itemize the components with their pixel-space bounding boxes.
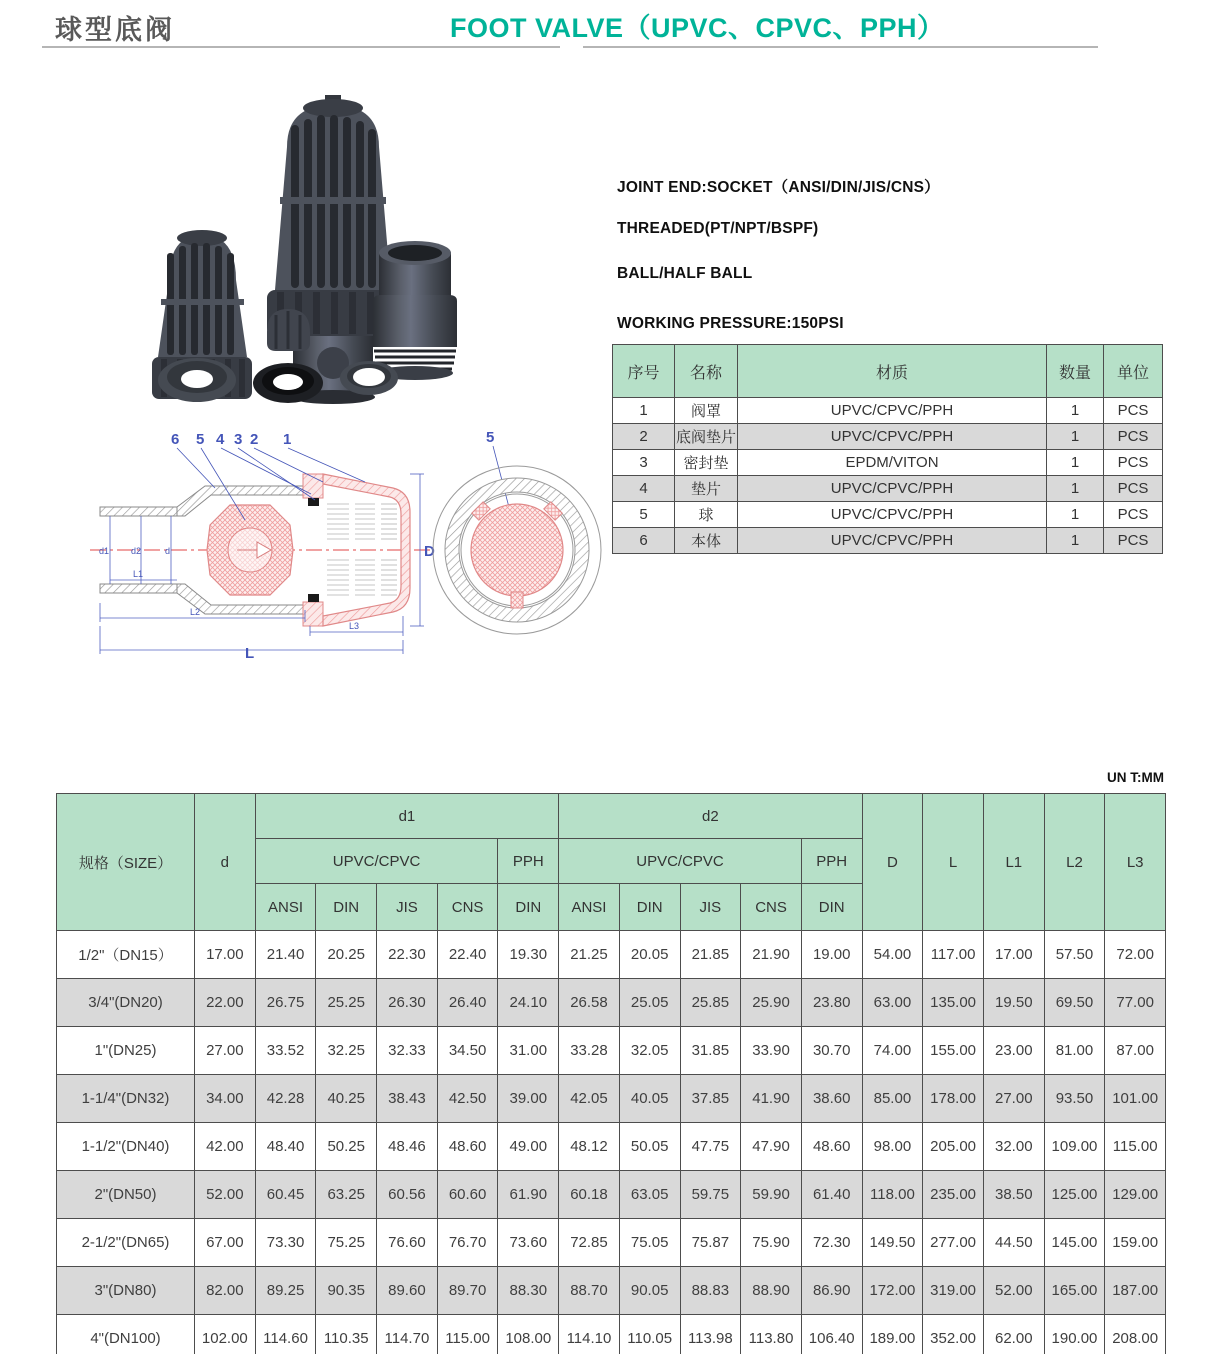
cell: 90.05 (619, 1267, 680, 1315)
cell: 2"(DN50) (57, 1171, 195, 1219)
dim-table-body (57, 931, 1166, 1354)
dim-table-row (57, 1315, 1166, 1354)
cell: 49.00 (498, 1123, 559, 1171)
dim-header-L: L (923, 794, 984, 931)
cell: 277.00 (923, 1219, 984, 1267)
dim-d: d (165, 546, 171, 556)
cell: 42.05 (559, 1075, 620, 1123)
cell: 21.25 (559, 931, 620, 979)
dim-header-d2-ansi: ANSI (559, 884, 620, 931)
cell: 2-1/2"(DN65) (57, 1219, 195, 1267)
cell: 42.50 (437, 1075, 498, 1123)
cell: 352.00 (923, 1315, 984, 1354)
cell: 3/4"(DN20) (57, 979, 195, 1027)
dim-table-row (57, 1123, 1166, 1171)
cell: 32.25 (316, 1027, 377, 1075)
dim-header-d2-cns: CNS (741, 884, 802, 931)
cell: 1/2"（DN15） (57, 931, 195, 979)
dim-table-row (57, 931, 1166, 979)
cell: PCS (1104, 476, 1163, 502)
dimensions-table (56, 793, 1166, 1354)
cell: 22.00 (195, 979, 256, 1027)
end-view (433, 466, 601, 634)
cell: 本体 (675, 528, 738, 554)
cell: 48.60 (437, 1123, 498, 1171)
dim-header-d2-upvc: UPVC/CPVC (559, 839, 802, 884)
end-view-callout-5: 5 (486, 429, 495, 446)
cell: 33.52 (255, 1027, 316, 1075)
cell: 62.00 (983, 1315, 1044, 1354)
cell: PCS (1104, 424, 1163, 450)
cell: 1 (1047, 502, 1104, 528)
cell: 38.60 (801, 1075, 862, 1123)
dim-header-d2-pph: PPH (801, 839, 862, 884)
cell: 38.50 (983, 1171, 1044, 1219)
cell: 19.00 (801, 931, 862, 979)
dim-header-d1-jis: JIS (377, 884, 438, 931)
cell: 39.00 (498, 1075, 559, 1123)
ball-section (207, 505, 293, 595)
cell: 109.00 (1044, 1123, 1105, 1171)
cell: 32.05 (619, 1027, 680, 1075)
parts-table-row (613, 476, 1163, 502)
cell: 114.60 (255, 1315, 316, 1354)
cell: 77.00 (1105, 979, 1166, 1027)
callout-1: 1 (283, 431, 292, 448)
dim-header-L1: L1 (983, 794, 1044, 931)
cell: 21.90 (741, 931, 802, 979)
cell: 187.00 (1105, 1267, 1166, 1315)
cell: 34.50 (437, 1027, 498, 1075)
cell: 26.58 (559, 979, 620, 1027)
cell: 235.00 (923, 1171, 984, 1219)
dim-header-row-1 (57, 794, 1166, 839)
cage-screen (327, 504, 397, 595)
cell: 42.28 (255, 1075, 316, 1123)
parts-table-row (613, 398, 1163, 424)
dim-table-row (57, 1219, 1166, 1267)
dim-table-row (57, 1267, 1166, 1315)
dim-header-D: D (862, 794, 923, 931)
cell: 1 (1047, 450, 1104, 476)
spec-working-pressure: WORKING PRESSURE:150PSI (617, 315, 844, 332)
parts-header-unit: 单位 (1104, 345, 1163, 398)
title-underline-right (583, 46, 1098, 48)
cell: 60.18 (559, 1171, 620, 1219)
dim-header-d1-upvc: UPVC/CPVC (255, 839, 498, 884)
cell: 27.00 (195, 1027, 256, 1075)
cell: 21.85 (680, 931, 741, 979)
cell: 189.00 (862, 1315, 923, 1354)
cell: 59.75 (680, 1171, 741, 1219)
cell: 88.30 (498, 1267, 559, 1315)
cell: UPVC/CPVC/PPH (738, 398, 1047, 424)
dim-l: L (245, 645, 255, 662)
cell: 1-1/2"(DN40) (57, 1123, 195, 1171)
socket-fitting-photo (373, 241, 457, 380)
spec-joint-end: JOINT END:SOCKET（ANSI/DIN/JIS/CNS） (617, 179, 940, 196)
cell: 3 (613, 450, 675, 476)
cell: 33.28 (559, 1027, 620, 1075)
cell: 74.00 (862, 1027, 923, 1075)
cell: 85.00 (862, 1075, 923, 1123)
cell: 52.00 (983, 1267, 1044, 1315)
cell: 113.98 (680, 1315, 741, 1354)
page-title-en: FOOT VALVE（UPVC、CPVC、PPH） (450, 13, 945, 43)
dim-table-row (57, 1171, 1166, 1219)
cell: 47.75 (680, 1123, 741, 1171)
cell: 21.40 (255, 931, 316, 979)
cell: 89.25 (255, 1267, 316, 1315)
cell: 72.30 (801, 1219, 862, 1267)
cell: UPVC/CPVC/PPH (738, 424, 1047, 450)
cell: 101.00 (1105, 1075, 1166, 1123)
cell: 113.80 (741, 1315, 802, 1354)
cell: 32.33 (377, 1027, 438, 1075)
cell: 34.00 (195, 1075, 256, 1123)
cell: 117.00 (923, 931, 984, 979)
cell: 208.00 (1105, 1315, 1166, 1354)
cell: 24.10 (498, 979, 559, 1027)
cell: 44.50 (983, 1219, 1044, 1267)
cell: 48.46 (377, 1123, 438, 1171)
cell: PCS (1104, 528, 1163, 554)
dim-header-L2: L2 (1044, 794, 1105, 931)
cell: 26.30 (377, 979, 438, 1027)
cell: 86.90 (801, 1267, 862, 1315)
cell: 205.00 (923, 1123, 984, 1171)
cell: 48.12 (559, 1123, 620, 1171)
cell: 102.00 (195, 1315, 256, 1354)
callout-3: 3 (234, 431, 243, 448)
cell: 38.43 (377, 1075, 438, 1123)
cell: 40.05 (619, 1075, 680, 1123)
cell: 115.00 (437, 1315, 498, 1354)
parts-table-body (613, 398, 1163, 554)
cell: 82.00 (195, 1267, 256, 1315)
parts-table-row (613, 424, 1163, 450)
cell: 37.85 (680, 1075, 741, 1123)
unit-note: UN T:MM (1107, 770, 1164, 785)
cell: 1"(DN25) (57, 1027, 195, 1075)
cell: 75.87 (680, 1219, 741, 1267)
spec-threaded: THREADED(PT/NPT/BSPF) (617, 220, 819, 237)
parts-table-row (613, 528, 1163, 554)
cell: 4 (613, 476, 675, 502)
cell: 159.00 (1105, 1219, 1166, 1267)
cell: 阀罩 (675, 398, 738, 424)
cell: 319.00 (923, 1267, 984, 1315)
cell: 93.50 (1044, 1075, 1105, 1123)
cell: 61.90 (498, 1171, 559, 1219)
cell: 75.90 (741, 1219, 802, 1267)
cell: 19.30 (498, 931, 559, 979)
cap-photo (267, 309, 310, 351)
callout-2: 2 (250, 431, 259, 448)
cell: 30.70 (801, 1027, 862, 1075)
cell: 72.85 (559, 1219, 620, 1267)
cell: 17.00 (195, 931, 256, 979)
cell: 114.10 (559, 1315, 620, 1354)
cell: 67.00 (195, 1219, 256, 1267)
parts-header-row (613, 345, 1163, 398)
cell: 87.00 (1105, 1027, 1166, 1075)
parts-header-qty: 数量 (1047, 345, 1104, 398)
cell: EPDM/VITON (738, 450, 1047, 476)
dim-header-d2-jis: JIS (680, 884, 741, 931)
cell: 23.00 (983, 1027, 1044, 1075)
cell: 63.00 (862, 979, 923, 1027)
title-underline-left (42, 46, 560, 48)
dim-header-L3: L3 (1105, 794, 1166, 931)
cell: 25.05 (619, 979, 680, 1027)
parts-table-row (613, 502, 1163, 528)
cell: PCS (1104, 398, 1163, 424)
callout-6: 6 (171, 431, 180, 448)
cell: PCS (1104, 502, 1163, 528)
cell: 57.50 (1044, 931, 1105, 979)
cell: 54.00 (862, 931, 923, 979)
cell: 60.60 (437, 1171, 498, 1219)
cell: 40.25 (316, 1075, 377, 1123)
cell: 61.40 (801, 1171, 862, 1219)
dim-header-d1-cns: CNS (437, 884, 498, 931)
dim-table-row (57, 979, 1166, 1027)
callout-4: 4 (216, 431, 225, 448)
cell: 190.00 (1044, 1315, 1105, 1354)
dim-header-d2-pph-din: DIN (801, 884, 862, 931)
cell: 52.00 (195, 1171, 256, 1219)
cell: 178.00 (923, 1075, 984, 1123)
cell: 27.00 (983, 1075, 1044, 1123)
dim-table-row (57, 1027, 1166, 1075)
callout-5: 5 (196, 431, 205, 448)
cell: 1 (1047, 528, 1104, 554)
cell: 31.85 (680, 1027, 741, 1075)
cell: 3"(DN80) (57, 1267, 195, 1315)
parts-table-row (613, 450, 1163, 476)
parts-header-material: 材质 (738, 345, 1047, 398)
cell: 5 (613, 502, 675, 528)
parts-table (612, 344, 1163, 554)
cell: 73.60 (498, 1219, 559, 1267)
cell: 17.00 (983, 931, 1044, 979)
cell: 1 (1047, 476, 1104, 502)
cell: 垫片 (675, 476, 738, 502)
cell: 81.00 (1044, 1027, 1105, 1075)
dim-header-d1-ansi: ANSI (255, 884, 316, 931)
dim-d1: d1 (99, 546, 110, 556)
cell: 26.75 (255, 979, 316, 1027)
cell: 4"(DN100) (57, 1315, 195, 1354)
technical-drawing (65, 420, 625, 680)
cell: 31.00 (498, 1027, 559, 1075)
cell: 密封垫 (675, 450, 738, 476)
cell: 135.00 (923, 979, 984, 1027)
cell: 47.90 (741, 1123, 802, 1171)
dim-header-d: d (195, 794, 256, 931)
cell: 50.05 (619, 1123, 680, 1171)
cell: 19.50 (983, 979, 1044, 1027)
cell: 26.40 (437, 979, 498, 1027)
cell: 88.70 (559, 1267, 620, 1315)
cell: 75.25 (316, 1219, 377, 1267)
cell: 59.90 (741, 1171, 802, 1219)
cell: 22.30 (377, 931, 438, 979)
cell: 73.30 (255, 1219, 316, 1267)
cell: 76.70 (437, 1219, 498, 1267)
cell: 165.00 (1044, 1267, 1105, 1315)
cell: 1 (613, 398, 675, 424)
cell: 106.40 (801, 1315, 862, 1354)
cell: 1 (1047, 398, 1104, 424)
cell: 115.00 (1105, 1123, 1166, 1171)
cell: 75.05 (619, 1219, 680, 1267)
cell: 6 (613, 528, 675, 554)
cell: 63.25 (316, 1171, 377, 1219)
cell: 球 (675, 502, 738, 528)
cell: 23.80 (801, 979, 862, 1027)
cell: 32.00 (983, 1123, 1044, 1171)
cell: 155.00 (923, 1027, 984, 1075)
cell: 20.25 (316, 931, 377, 979)
dim-header-d1-pph-din: DIN (498, 884, 559, 931)
cell: 22.40 (437, 931, 498, 979)
cell: 72.00 (1105, 931, 1166, 979)
cell: 90.35 (316, 1267, 377, 1315)
cell: 25.25 (316, 979, 377, 1027)
cell: 145.00 (1044, 1219, 1105, 1267)
cell: 69.50 (1044, 979, 1105, 1027)
cell: 60.56 (377, 1171, 438, 1219)
cell: 1-1/4"(DN32) (57, 1075, 195, 1123)
cell: 118.00 (862, 1171, 923, 1219)
cell: 172.00 (862, 1267, 923, 1315)
cell: 129.00 (1105, 1171, 1166, 1219)
cell: 108.00 (498, 1315, 559, 1354)
cell: 125.00 (1044, 1171, 1105, 1219)
cell: UPVC/CPVC/PPH (738, 502, 1047, 528)
dim-header-size: 规格（SIZE） (57, 794, 195, 931)
cell: 33.90 (741, 1027, 802, 1075)
cell: 48.60 (801, 1123, 862, 1171)
dim-header-d2-din: DIN (619, 884, 680, 931)
dim-table-row (57, 1075, 1166, 1123)
cell: 88.90 (741, 1267, 802, 1315)
dim-d2: d2 (131, 546, 142, 556)
cell: 底阀垫片 (675, 424, 738, 450)
page-title-cn: 球型底阀 (55, 15, 175, 45)
cell: 89.70 (437, 1267, 498, 1315)
dim-header-d1-pph: PPH (498, 839, 559, 884)
spec-ball: BALL/HALF BALL (617, 265, 753, 282)
cell: 2 (613, 424, 675, 450)
cell: 25.85 (680, 979, 741, 1027)
dim-l1: L1 (133, 569, 144, 579)
parts-header-no: 序号 (613, 345, 675, 398)
product-photo (95, 85, 585, 420)
cell: PCS (1104, 450, 1163, 476)
dim-header-d2: d2 (559, 794, 862, 839)
cell: 63.05 (619, 1171, 680, 1219)
dim-header-d1: d1 (255, 794, 558, 839)
cell: 25.90 (741, 979, 802, 1027)
cell: 89.60 (377, 1267, 438, 1315)
dim-l2: L2 (190, 607, 201, 617)
cell: UPVC/CPVC/PPH (738, 528, 1047, 554)
cell: 48.40 (255, 1123, 316, 1171)
cell: 50.25 (316, 1123, 377, 1171)
cell: 60.45 (255, 1171, 316, 1219)
parts-header-name: 名称 (675, 345, 738, 398)
cell: 114.70 (377, 1315, 438, 1354)
cell: 110.35 (316, 1315, 377, 1354)
dim-l3: L3 (349, 621, 360, 631)
cell: 20.05 (619, 931, 680, 979)
cell: 76.60 (377, 1219, 438, 1267)
cell: 1 (1047, 424, 1104, 450)
cell: 42.00 (195, 1123, 256, 1171)
cell: 41.90 (741, 1075, 802, 1123)
cell: UPVC/CPVC/PPH (738, 476, 1047, 502)
dim-big-d: D (424, 543, 435, 560)
cell: 88.83 (680, 1267, 741, 1315)
cell: 149.50 (862, 1219, 923, 1267)
dim-header-d1-din: DIN (316, 884, 377, 931)
cell: 110.05 (619, 1315, 680, 1354)
cell: 98.00 (862, 1123, 923, 1171)
